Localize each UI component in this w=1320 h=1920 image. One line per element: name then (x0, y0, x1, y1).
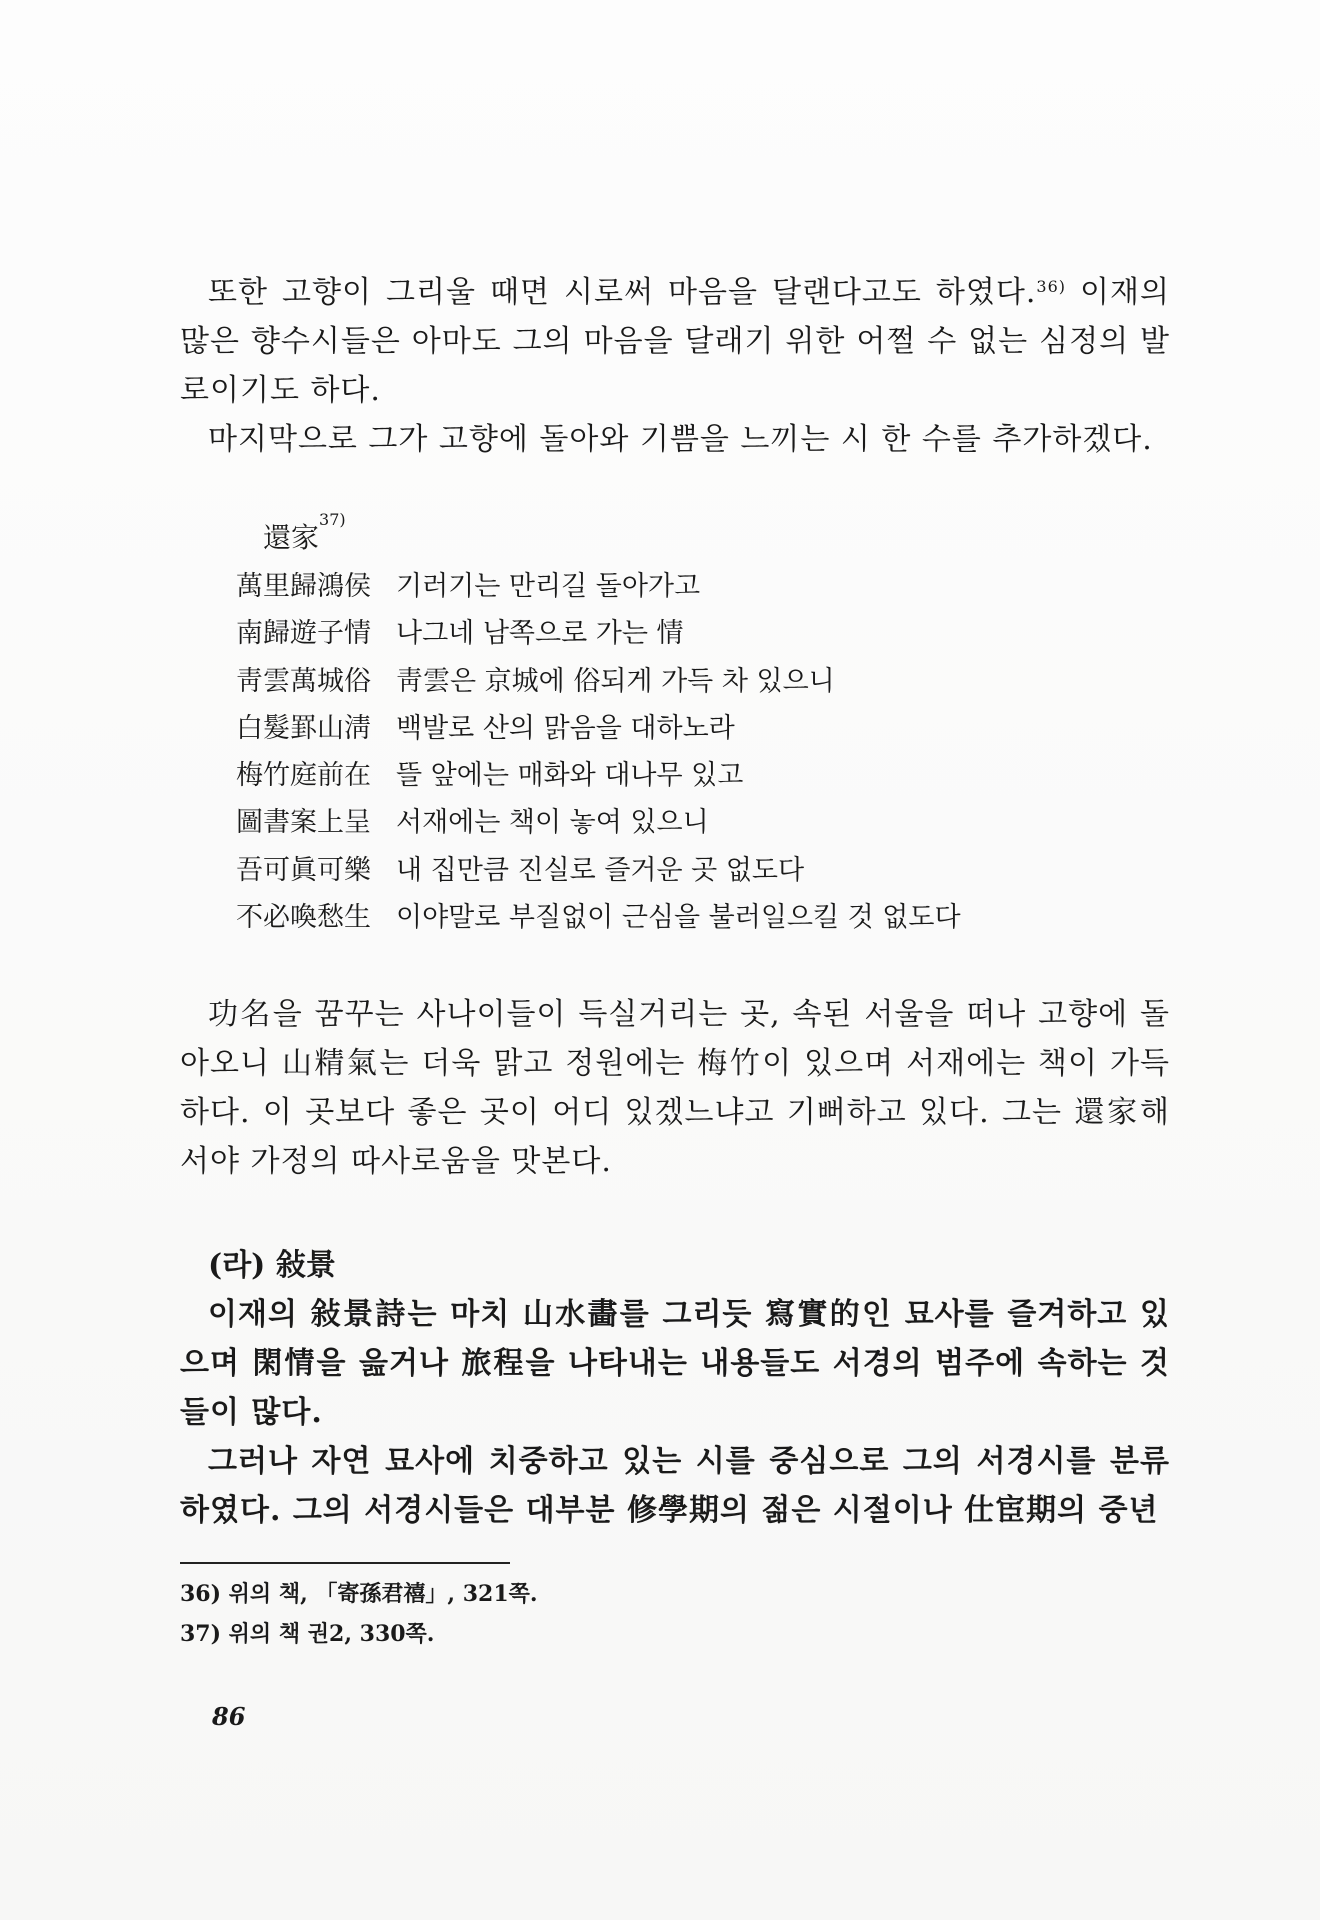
poem-line (236, 705, 961, 752)
poem-line (236, 658, 961, 705)
footnote-divider (180, 1562, 510, 1564)
poem-translation: 뜰 앞에는 매화와 대나무 있고 (396, 760, 744, 792)
poem-hanja: 梅竹庭前在 (236, 760, 371, 792)
paragraph-text: 마지막으로 그가 고향에 돌아와 기쁨을 느끼는 시 한 수를 추가하겠다. (208, 422, 1153, 457)
poem-line (236, 847, 961, 894)
footnotes (180, 1574, 538, 1654)
paragraph-text: 功名을 꿈꾸는 사나이들이 득실거리는 곳, 속된 서울을 떠나 고향에 돌아오니 山精氣는 더욱 맑고 정원에는 梅竹이 있으며 서재에는 책이 가득하다. 이 곳보다 좋은 곳이 어디 있겠느냐고 기뻐하고 있다. 그는 還家해서야 가정의 따사로움을 맛본다. (180, 997, 1170, 1179)
poem-hanja: 南歸遊子情 (236, 618, 371, 650)
poem-translation: 나그네 남쪽으로 가는 情 (396, 618, 684, 650)
poem-hanja: 萬里歸鴻侯 (236, 571, 371, 602)
poem-body (236, 563, 961, 941)
poem-translation: 靑雲은 京城에 俗되게 가득 차 있으니 (396, 665, 835, 697)
paragraph-commentary (180, 990, 1170, 1186)
footnote-37: 37) 위의 책 권2, 330쪽. (180, 1621, 435, 1647)
paragraph-text: 이재의 敍景詩는 마치 山水畵를 그리듯 寫實的인 묘사를 즐겨하고 있으며 閑情을 읊거나 旅程을 나타내는 내용들도 서경의 범주에 속하는 것들이 많다. (180, 1297, 1170, 1430)
poem-line (236, 610, 961, 657)
poem-line (236, 752, 961, 799)
poem-translation: 기러기는 만리길 돌아가고 (396, 571, 701, 602)
footnote-ref-36: 36) (1036, 277, 1066, 296)
page-number: 86 (212, 1702, 246, 1731)
poem-title: 還家$^{37)}$ (263, 510, 346, 554)
paragraph-text: 그러나 자연 묘사에 치중하고 있는 시를 중심으로 그의 서경시를 분류하였다. 그의 서경시들은 대부분 修學期의 젊은 시절이나 仕宦期의 중년 (180, 1444, 1170, 1528)
poem-hanja: 不必喚愁生 (236, 902, 371, 934)
paragraph-homesick (180, 268, 1170, 464)
poem-line (236, 799, 961, 846)
poem-hanja: 靑雲萬城俗 (236, 665, 371, 697)
paragraph-scenery (180, 1290, 1170, 1535)
poem-translation: 이야말로 부질없이 근심을 불러일으킬 것 없도다 (396, 902, 961, 934)
footnote-36: 36) 위의 책, 「寄孫君禧」, 321쪽. (180, 1581, 538, 1607)
paragraph-text: 또한 고향이 그리울 때면 시로써 마음을 달랜다고도 하였다.$^{36)}$ 이재의 많은 향수시들은 아마도 그의 마음을 달래기 위한 어쩔 수 없는 심정의 발로이기도 하다. (180, 275, 1170, 408)
poem-translation: 백발로 산의 맑음을 대하노라 (396, 712, 735, 744)
poem-hanja: 圖書案上呈 (236, 807, 371, 839)
poem-translation: 내 집만큼 진실로 즐거운 곳 없도다 (396, 854, 805, 886)
poem-hanja: 吾可眞可樂 (236, 854, 371, 886)
section-heading: (라) 敍景 (208, 1248, 336, 1283)
poem-translation: 서재에는 책이 놓여 있으니 (396, 807, 709, 839)
poem-line (236, 563, 961, 610)
footnote-ref-37: 37) (319, 510, 346, 529)
poem-line (236, 894, 961, 941)
poem-hanja: 白髮罫山淸 (236, 712, 371, 744)
